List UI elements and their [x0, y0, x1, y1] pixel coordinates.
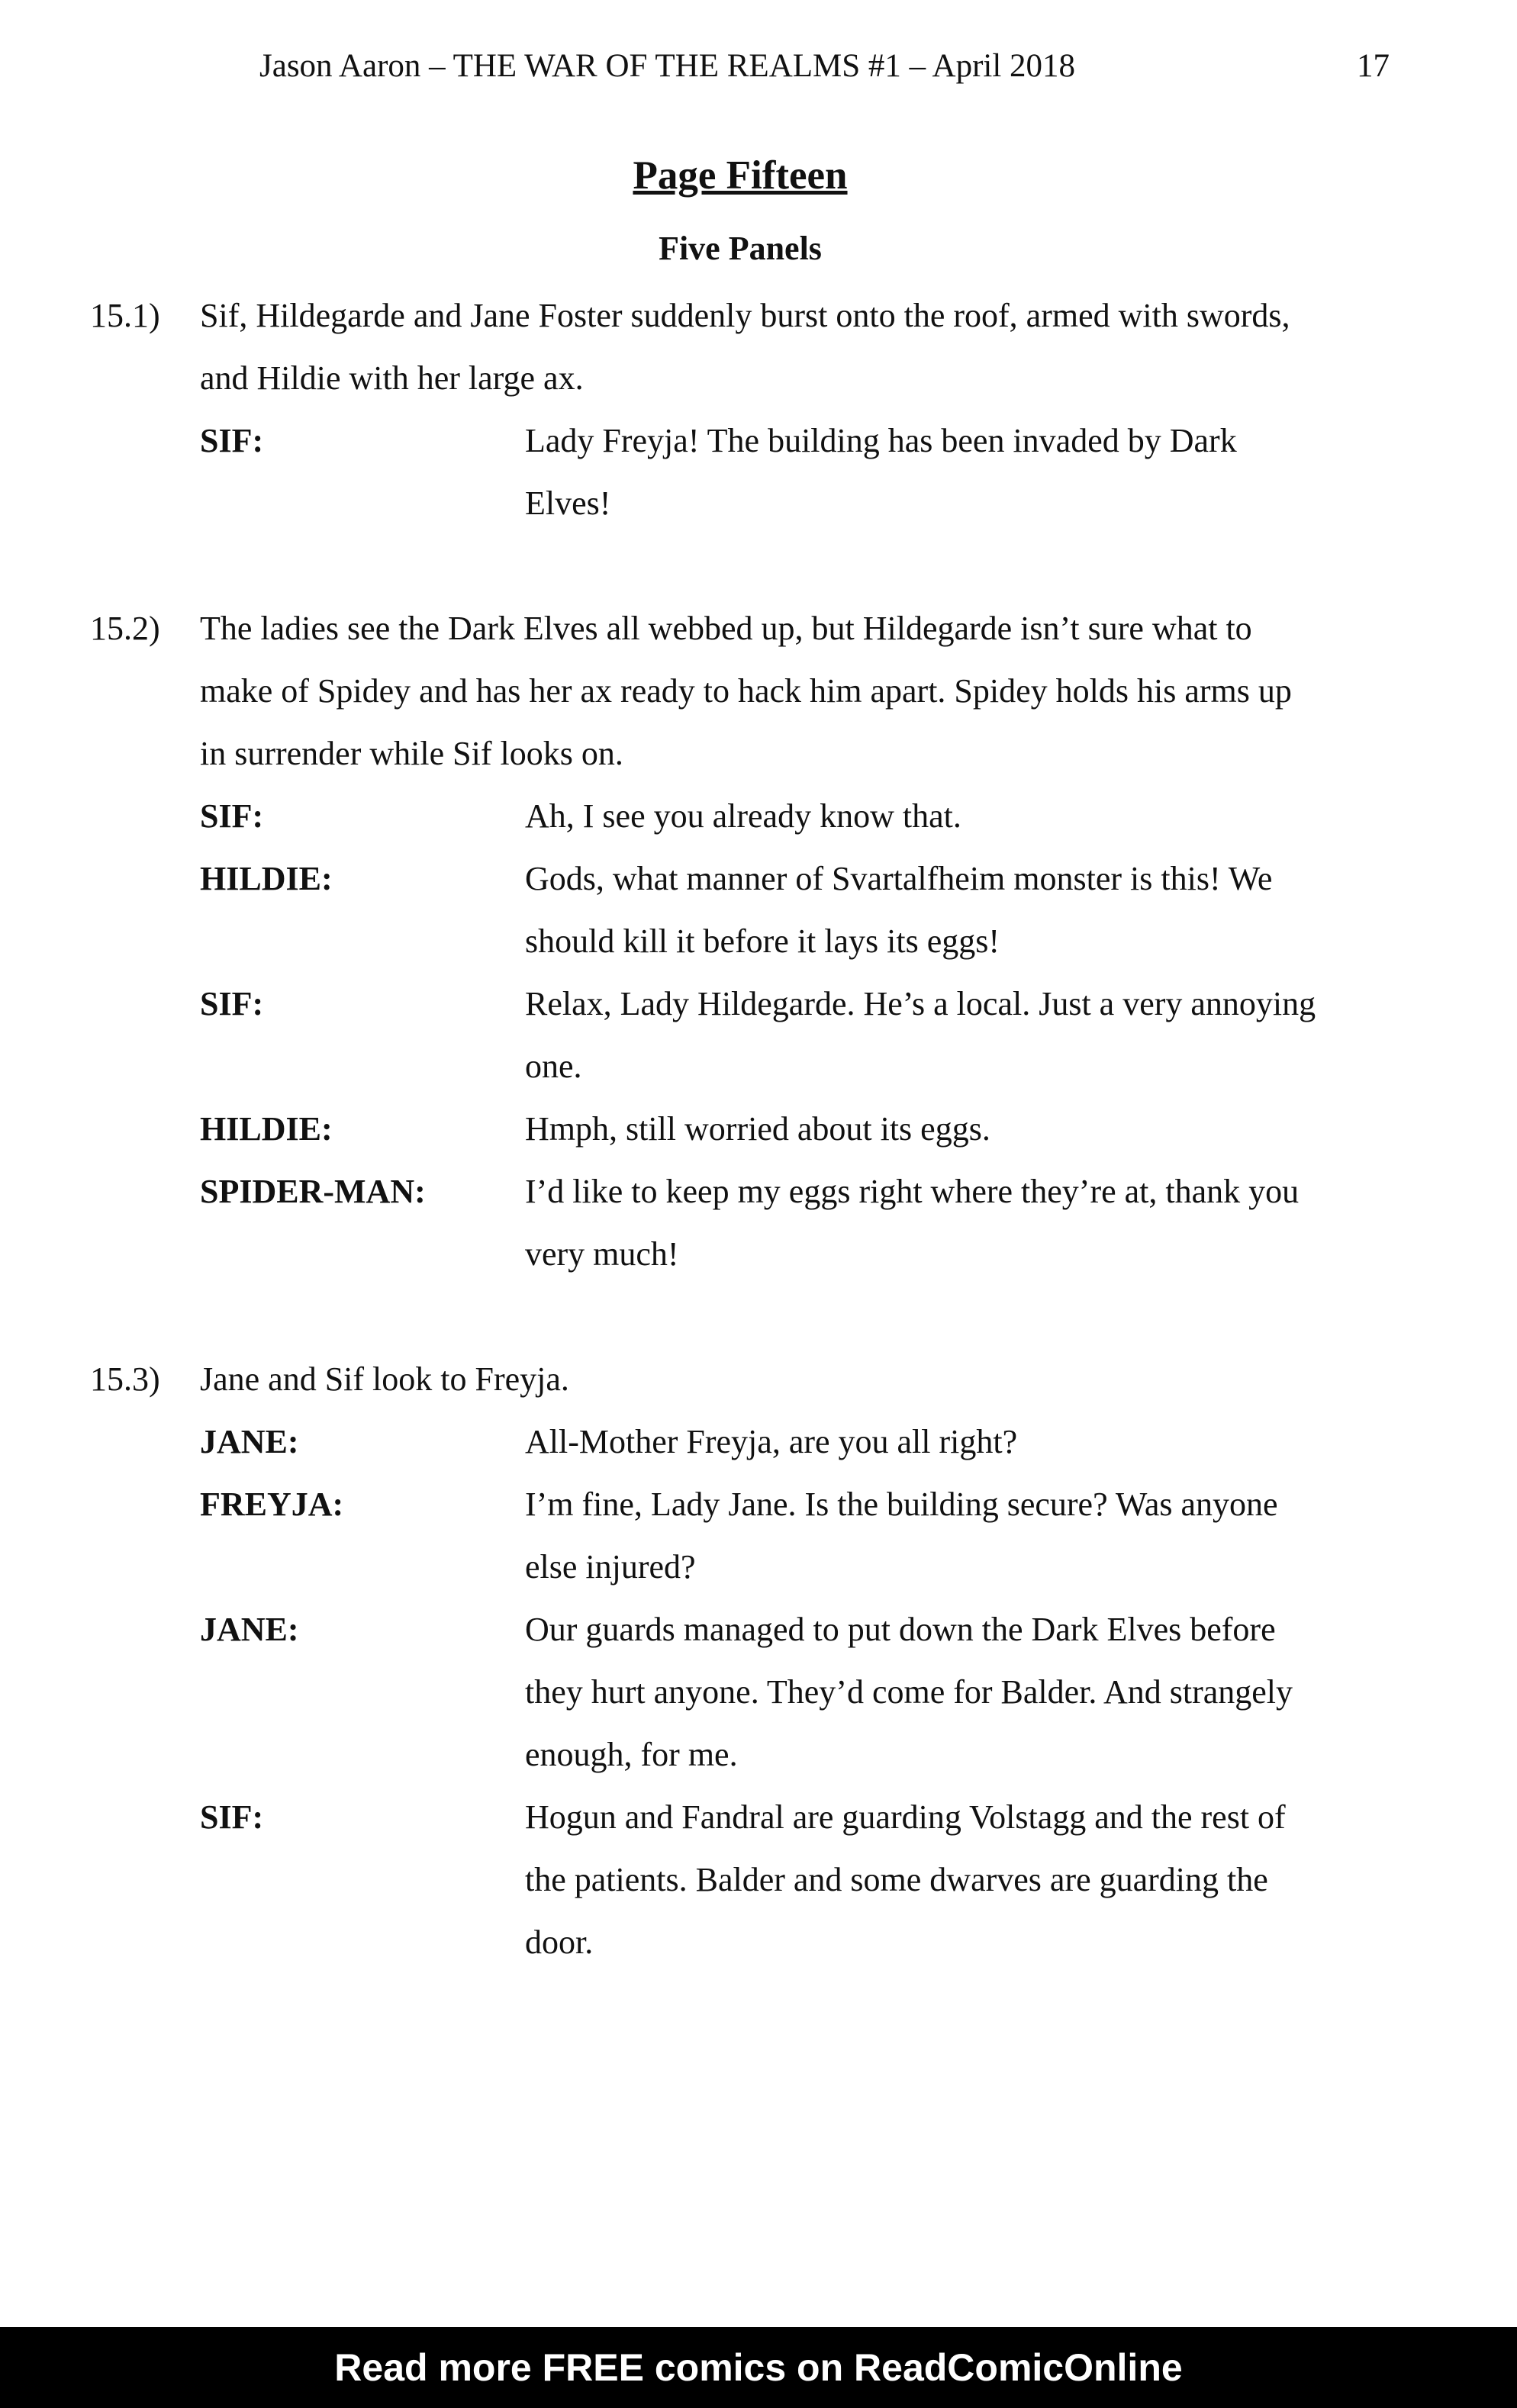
speaker-name: SIF: — [200, 422, 264, 459]
panel-15-3 — [0, 1348, 1517, 1974]
script-body — [0, 285, 1517, 1974]
panel-number: 15.2) — [90, 610, 160, 647]
dialogue-line — [0, 785, 1517, 848]
speaker-name: FREYJA: — [200, 1486, 344, 1523]
speech-text: I’m fine, Lady Jane. Is the building secure? Was anyone else injured? — [525, 1486, 1278, 1585]
speaker-name: HILDIE: — [200, 1110, 333, 1148]
speech-text: I’d like to keep my eggs right where they’re at, thank you very much! — [525, 1173, 1300, 1273]
speech-text: Our guards managed to put down the Dark Elves before they hurt anyone. They’d come for Balder. And strangely enough, for me. — [525, 1611, 1293, 1773]
footer-banner-text[interactable]: Read more FREE comics on ReadComicOnline — [334, 2346, 1183, 2389]
panel-number: 15.3) — [90, 1360, 160, 1398]
panel-15-2 — [0, 597, 1517, 1286]
panel-count-heading: Five Panels — [659, 230, 822, 267]
running-title: Jason Aaron – THE WAR OF THE REALMS #1 – April 2018 — [259, 48, 1076, 84]
panel-description: Sif, Hildegarde and Jane Foster suddenly burst onto the roof, armed with swords, and Hildie with her large ax. — [200, 297, 1290, 397]
dialogue-line — [0, 973, 1517, 1098]
speaker-name: HILDIE: — [200, 860, 333, 897]
speech-text: All-Mother Freyja, are you all right? — [525, 1423, 1018, 1460]
speaker-name: SIF: — [200, 985, 264, 1022]
footer-banner[interactable] — [0, 2327, 1517, 2408]
speech-text: Lady Freyja! The building has been invaded by Dark Elves! — [525, 422, 1237, 522]
dialogue-line — [0, 1598, 1517, 1786]
speaker-name: SIF: — [200, 797, 264, 835]
dialogue-line — [0, 1473, 1517, 1598]
dialogue-line — [0, 1411, 1517, 1473]
panel-number: 15.1) — [90, 297, 160, 334]
speech-text: Gods, what manner of Svartalfheim monster is this! We should kill it before it lays its eggs! — [525, 860, 1273, 960]
panel-description: The ladies see the Dark Elves all webbed up, but Hildegarde isn’t sure what to make of Spidey and has her ax ready to hack him apart. Spidey holds his arms up in surrender while Sif looks on. — [200, 610, 1292, 772]
page-header — [0, 47, 1517, 93]
panel-15-1 — [0, 285, 1517, 535]
speaker-name: SPIDER-MAN: — [200, 1173, 426, 1210]
speaker-name: JANE: — [200, 1611, 299, 1648]
dialogue-line — [0, 1098, 1517, 1161]
dialogue-line — [0, 848, 1517, 973]
dialogue-line — [0, 1786, 1517, 1974]
speaker-name: JANE: — [200, 1423, 299, 1460]
speech-text: Relax, Lady Hildegarde. He’s a local. Just a very annoying one. — [525, 985, 1316, 1085]
page-number: 17 — [1357, 48, 1390, 84]
page-title: Page Fifteen — [633, 153, 848, 198]
speech-text: Hogun and Fandral are guarding Volstagg and the rest of the patients. Balder and some dwarves are guarding the door. — [525, 1798, 1286, 1961]
dialogue-line — [0, 1161, 1517, 1286]
speech-text: Ah, I see you already know that. — [525, 797, 961, 835]
dialogue-line — [0, 410, 1517, 535]
speech-text: Hmph, still worried about its eggs. — [525, 1110, 990, 1148]
speaker-name: SIF: — [200, 1798, 264, 1836]
panel-description: Jane and Sif look to Freyja. — [200, 1360, 569, 1398]
